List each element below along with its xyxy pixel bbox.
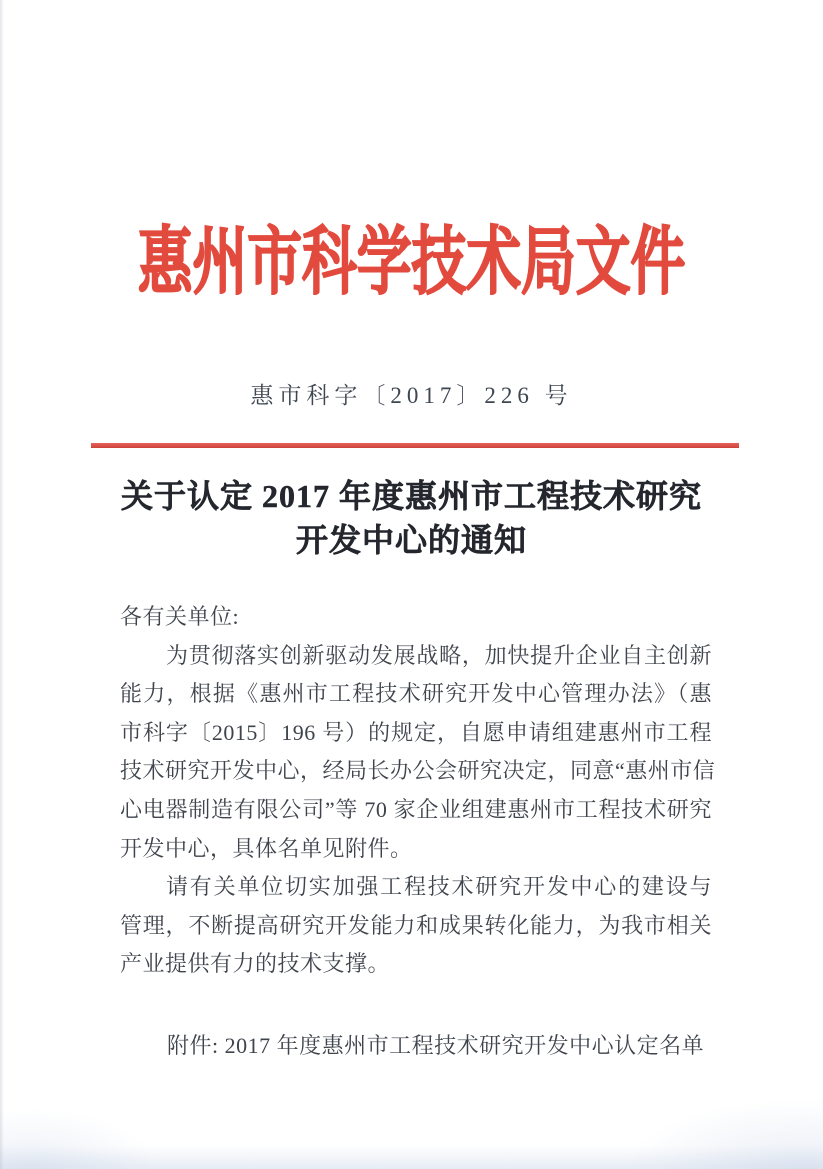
paragraph-line: 为贯彻落实创新驱动发展战略，加快提升企业自主创新 xyxy=(166,642,712,668)
paragraph-line: 市科字〔2015〕196 号）的规定，自愿申请组建惠州市工程 xyxy=(120,719,712,745)
paragraph-line: 管理，不断提高研究开发能力和成果转化能力，为我市相关 xyxy=(120,912,712,938)
notice-title-line2: 开发中心的通知 xyxy=(295,522,527,558)
document-number: 惠市科字〔2017〕226 号 xyxy=(250,383,573,408)
paragraph-line: 开发中心，具体名单见附件。 xyxy=(120,835,413,861)
notice-title xyxy=(0,474,823,562)
masthead-title: 惠州市科学技术局文件 xyxy=(137,222,686,304)
scan-left-edge-shadow xyxy=(0,0,4,1169)
paragraph-line: 产业提供有力的技术支撑。 xyxy=(120,951,391,977)
paragraph-line: 请有关单位切实加强工程技术研究开发中心的建设与 xyxy=(166,874,712,900)
salutation: 各有关单位: xyxy=(120,604,240,629)
notice-title-line1: 关于认定 2017 年度惠州市工程技术研究 xyxy=(120,478,702,514)
attachment-note: 附件: 2017 年度惠州市工程技术研究开发中心认定名单 xyxy=(167,1033,705,1058)
red-divider-rule xyxy=(91,443,739,448)
paragraph-line: 心电器制造有限公司”等 70 家企业组建惠州市工程技术研究 xyxy=(120,796,712,822)
notice-body xyxy=(120,598,716,984)
scan-bottom-edge-shadow xyxy=(0,1145,823,1169)
paragraph-line: 技术研究开发中心，经局长办公会研究决定，同意“惠州市信 xyxy=(120,758,716,784)
paragraph-line: 能力，根据《惠州市工程技术研究开发中心管理办法》（惠 xyxy=(120,681,712,707)
